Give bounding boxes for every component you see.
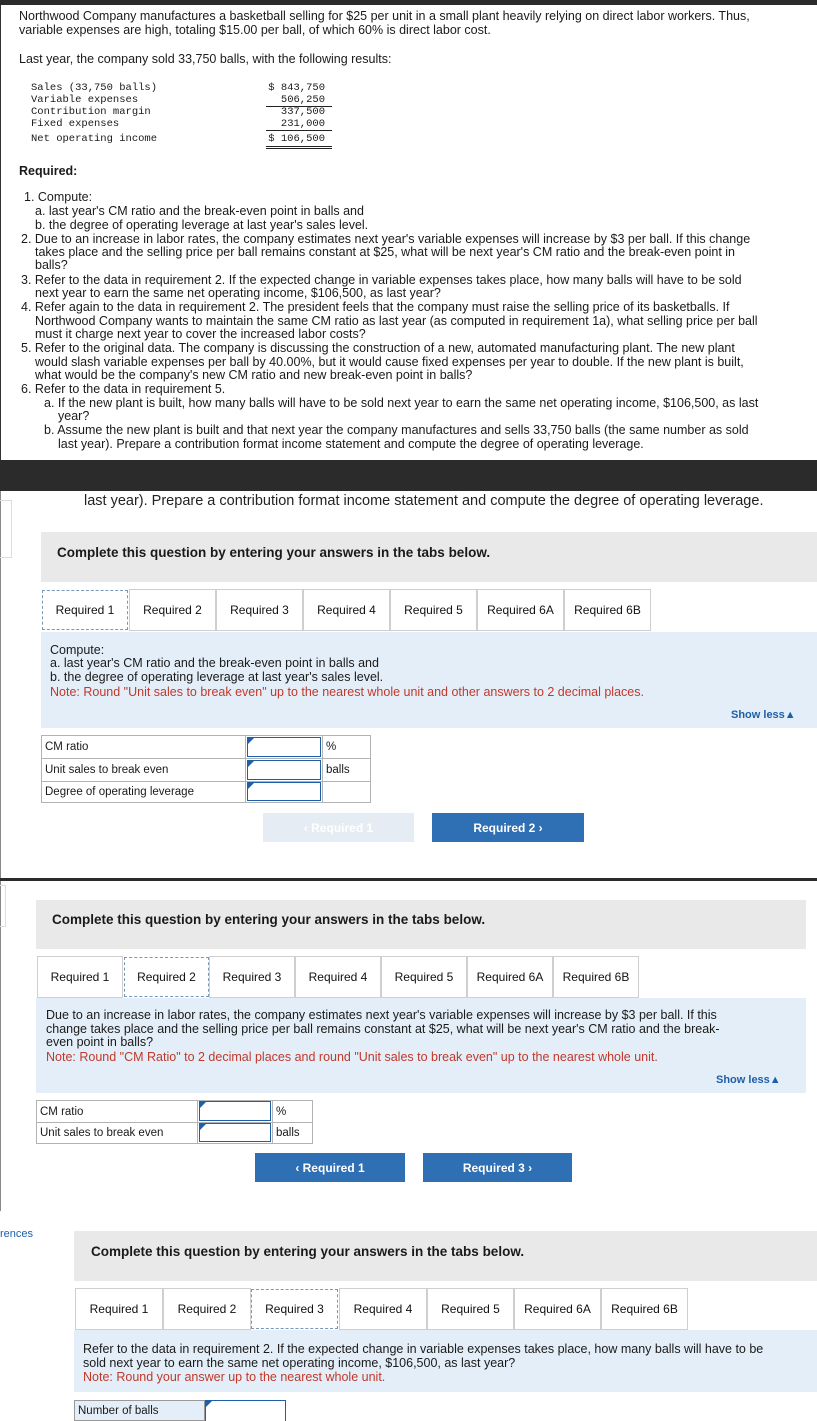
intro-line-1: Northwood Company manufactures a basketball selling for $25 per unit in a small plant heavily relying on direct labor workers. Thus,	[19, 9, 750, 23]
divider	[266, 130, 332, 131]
question-box	[74, 1330, 817, 1392]
statement-value: $ 106,500	[268, 133, 325, 145]
instructions-bar	[41, 532, 817, 582]
tab-required-6b[interactable]: Required 6B	[553, 956, 639, 998]
cm-ratio-input[interactable]	[247, 737, 321, 757]
question-note: Note: Round "Unit sales to break even" up to the nearest whole unit and other answers to 2 decimal places.	[50, 685, 644, 699]
tab-required-4[interactable]: Required 4	[339, 1288, 427, 1330]
tab-required-1[interactable]: Required 1	[42, 590, 128, 630]
tab-required-2[interactable]: Required 2	[124, 957, 209, 997]
unit-label: %	[322, 735, 371, 759]
tab-required-6a[interactable]: Required 6A	[467, 956, 553, 998]
number-of-balls-input[interactable]	[205, 1400, 286, 1421]
statement-value: 337,500	[280, 106, 325, 118]
req-line: 3. Refer to the data in requirement 2. If the expected change in variable expenses takes place, how many balls will have to be sold	[21, 273, 742, 287]
row-label: Unit sales to break even	[41, 758, 246, 782]
statement-label: Net operating income	[31, 133, 158, 145]
question-line: b. the degree of operating leverage at last year's sales level.	[50, 670, 384, 684]
question-line: Refer to the data in requirement 2. If the expected change in variable expenses takes place, how many balls will have to be	[83, 1342, 764, 1356]
tab-required-1[interactable]: Required 1	[75, 1288, 163, 1330]
req-line: 2. Due to an increase in labor rates, the company estimates next year's variable expenses will increase by $3 per ball. If this change	[21, 232, 751, 246]
row-label: Unit sales to break even	[36, 1122, 198, 1144]
req-line: 5. Refer to the original data. The company is discussing the construction of a new, automated manufacturing plant. The new plant	[21, 341, 735, 355]
required-heading: Required:	[19, 164, 78, 178]
row-label: Number of balls	[74, 1400, 205, 1421]
prev-button[interactable]: ‹ Required 1	[255, 1153, 405, 1182]
statement-value: 231,000	[280, 118, 325, 130]
tab-required-4[interactable]: Required 4	[303, 589, 390, 631]
show-less-link[interactable]: Show less▲	[731, 709, 796, 721]
question-line: change takes place and the selling price per ball remains constant at $25, what will be next year's CM ratio and the break-	[46, 1022, 720, 1036]
unit-sales-input[interactable]	[247, 760, 321, 780]
question-box	[36, 998, 806, 1093]
statement-label: Variable expenses	[31, 94, 139, 106]
tab-required-2[interactable]: Required 2	[129, 589, 216, 631]
tab-required-6b[interactable]: Required 6B	[601, 1288, 688, 1330]
next-button[interactable]: Required 3 ›	[423, 1153, 572, 1182]
instructions-heading: Complete this question by entering your answers in the tabs below.	[57, 545, 491, 560]
screenshot-separator	[0, 878, 817, 881]
divider	[266, 146, 332, 147]
screenshot-separator	[0, 460, 817, 491]
question-box	[41, 632, 817, 728]
req-line: 1. Compute:	[24, 190, 93, 204]
statement-value: $ 843,750	[268, 82, 325, 94]
statement-value: 506,250	[280, 94, 325, 106]
req-line: b. Assume the new plant is built and that next year the company manufactures and sells 33,750 balls (the same number as sold	[44, 423, 749, 437]
side-tab	[0, 885, 6, 927]
top-border	[0, 0, 817, 5]
req-line: Northwood Company wants to maintain the same CM ratio as last year (as computed in requirement 1a), what selling price per ball	[35, 314, 758, 328]
req-line: next year to earn the same net operating income, $106,500, as last year?	[35, 286, 441, 300]
side-tab	[0, 500, 12, 558]
intro-line-2: variable expenses are high, totaling $15.00 per ball, of which 60% is direct labor cost.	[19, 23, 491, 37]
tab-required-6a[interactable]: Required 6A	[477, 589, 564, 631]
tab-required-5[interactable]: Required 5	[427, 1288, 514, 1330]
cut-line: last year). Prepare a contribution format income statement and compute the degree of operating leverage.	[84, 493, 764, 509]
tab-required-6b[interactable]: Required 6B	[564, 589, 651, 631]
cm-ratio-input[interactable]	[199, 1101, 271, 1121]
question-note: Note: Round your answer up to the nearest whole unit.	[83, 1370, 386, 1384]
tab-required-4[interactable]: Required 4	[295, 956, 381, 998]
row-label: CM ratio	[41, 735, 246, 759]
req-line: what would be the company's new CM ratio and new break-even point in balls?	[35, 368, 473, 382]
req-line: a. last year's CM ratio and the break-even point in balls and	[35, 204, 364, 218]
row-label: CM ratio	[36, 1100, 198, 1123]
question-line: Compute:	[50, 643, 105, 657]
req-line: balls?	[35, 258, 68, 272]
req-line: a. If the new plant is built, how many balls will have to be sold next year to earn the same net operating income, $106,500, as last	[44, 396, 759, 410]
divider	[266, 148, 332, 149]
tab-required-6a[interactable]: Required 6A	[514, 1288, 601, 1330]
statement-label: Contribution margin	[31, 106, 151, 118]
unit-label: balls	[322, 758, 371, 782]
unit-label: balls	[272, 1122, 313, 1144]
question-line: sold next year to earn the same net operating income, $106,500, as last year?	[83, 1356, 516, 1370]
left-border	[0, 881, 1, 1211]
side-label[interactable]: rences	[0, 1228, 34, 1240]
unit-label	[322, 781, 371, 803]
unit-sales-input[interactable]	[199, 1123, 271, 1142]
question-note: Note: Round "CM Ratio" to 2 decimal places and round "Unit sales to break even" up to the nearest whole unit.	[46, 1050, 658, 1064]
req-line: 6. Refer to the data in requirement 5.	[21, 382, 226, 396]
left-border	[0, 5, 1, 460]
req-line: takes place and the selling price per ball remains constant at $25, what will be next year's CM ratio and the break-even point in	[35, 245, 735, 259]
tab-required-5[interactable]: Required 5	[390, 589, 477, 631]
row-label: Degree of operating leverage	[41, 781, 246, 803]
req-line: must it charge next year to cover the increased labor costs?	[35, 327, 366, 341]
instructions-heading: Complete this question by entering your answers in the tabs below.	[52, 912, 486, 927]
dol-input[interactable]	[247, 782, 321, 801]
question-line: a. last year's CM ratio and the break-even point in balls and	[50, 656, 379, 670]
req-line: year?	[58, 409, 90, 423]
req-line: last year). Prepare a contribution format income statement and compute the degree of operating leverage.	[58, 437, 644, 451]
instructions-bar	[36, 900, 806, 949]
tab-required-3[interactable]: Required 3	[251, 1289, 338, 1329]
tab-required-1[interactable]: Required 1	[37, 956, 123, 998]
req-line: would slash variable expenses per ball by 40.00%, but it would cause fixed expenses per year to double. If the new plant is built,	[35, 355, 744, 369]
instructions-heading: Complete this question by entering your answers in the tabs below.	[91, 1244, 525, 1259]
show-less-link[interactable]: Show less▲	[716, 1074, 781, 1086]
question-line: even point in balls?	[46, 1035, 154, 1049]
tab-required-3[interactable]: Required 3	[216, 589, 303, 631]
req-line: b. the degree of operating leverage at last year's sales level.	[35, 218, 369, 232]
statement-label: Fixed expenses	[31, 118, 120, 130]
question-line: Due to an increase in labor rates, the company estimates next year's variable expenses will increase by $3 per ball. If this	[46, 1008, 717, 1022]
next-button[interactable]: Required 2 ›	[432, 813, 584, 842]
instructions-bar	[74, 1231, 817, 1281]
statement-label: Sales (33,750 balls)	[31, 82, 158, 94]
tab-required-5[interactable]: Required 5	[381, 956, 467, 998]
last-year-line: Last year, the company sold 33,750 balls, with the following results:	[19, 52, 392, 66]
tab-required-3[interactable]: Required 3	[209, 956, 295, 998]
prev-button[interactable]: ‹ Required 1	[263, 813, 414, 842]
unit-label: %	[272, 1100, 313, 1123]
req-line: 4. Refer again to the data in requirement 2. The president feels that the company must raise the selling price of its basketballs. If	[21, 300, 730, 314]
tab-required-2[interactable]: Required 2	[163, 1288, 251, 1330]
